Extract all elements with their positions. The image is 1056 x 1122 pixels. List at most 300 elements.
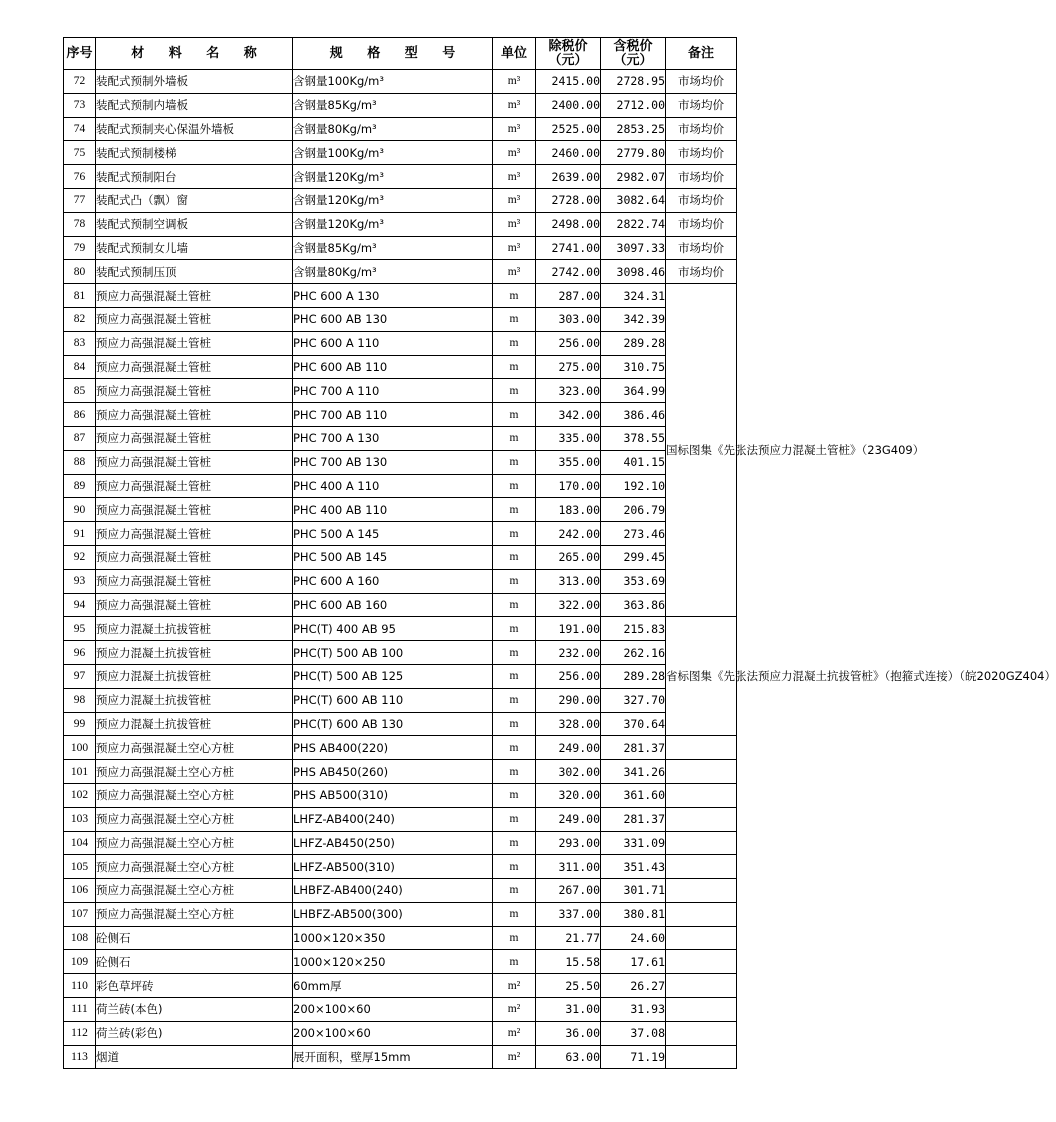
header-with-tax-line2: （元） (613, 52, 653, 68)
cell-note (666, 926, 737, 950)
cell-material-name: 预应力高强混凝土管桩 (96, 331, 293, 355)
cell-note (666, 1021, 737, 1045)
cell-unit: m³ (493, 165, 536, 189)
cell-spec: PHC(T) 500 AB 100 (293, 641, 493, 665)
cell-material-name: 砼侧石 (96, 950, 293, 974)
cell-unit: m (493, 664, 536, 688)
cell-with-tax-price: 281.37 (601, 807, 666, 831)
cell-material-name: 预应力混凝土抗拔管桩 (96, 712, 293, 736)
cell-pre-tax-price: 290.00 (536, 688, 601, 712)
cell-spec: 60mm厚 (293, 974, 493, 998)
cell-material-name: 预应力高强混凝土管桩 (96, 450, 293, 474)
cell-unit: m³ (493, 93, 536, 117)
cell-spec: PHC 600 AB 160 (293, 593, 493, 617)
cell-note: 市场均价 (666, 236, 737, 260)
cell-unit: m² (493, 998, 536, 1022)
cell-pre-tax-price: 183.00 (536, 498, 601, 522)
cell-pre-tax-price: 249.00 (536, 807, 601, 831)
cell-pre-tax-price: 328.00 (536, 712, 601, 736)
cell-pre-tax-price: 36.00 (536, 1021, 601, 1045)
cell-no: 77 (64, 188, 96, 212)
cell-material-name: 预应力高强混凝土空心方桩 (96, 879, 293, 903)
header-note: 备注 (666, 38, 737, 70)
group-note-provincial-pile: 省标图集《先张法预应力混凝土抗拔管桩》（抱箍式连接）（皖2020GZ404） (666, 617, 737, 736)
table-row (64, 379, 737, 403)
cell-material-name: 预应力高强混凝土空心方桩 (96, 831, 293, 855)
cell-no: 96 (64, 641, 96, 665)
table-row (64, 831, 737, 855)
cell-pre-tax-price: 342.00 (536, 403, 601, 427)
cell-note (666, 974, 737, 998)
cell-note: 市场均价 (666, 212, 737, 236)
cell-with-tax-price: 71.19 (601, 1045, 666, 1069)
cell-unit: m³ (493, 260, 536, 284)
cell-no: 106 (64, 879, 96, 903)
cell-note (666, 831, 737, 855)
table-row (64, 664, 737, 688)
cell-with-tax-price: 2822.74 (601, 212, 666, 236)
table-row (64, 855, 737, 879)
cell-unit: m (493, 450, 536, 474)
cell-no: 100 (64, 736, 96, 760)
cell-unit: m (493, 331, 536, 355)
cell-spec: PHC 500 AB 145 (293, 545, 493, 569)
cell-spec: 含钢量120Kg/m³ (293, 165, 493, 189)
cell-unit: m (493, 426, 536, 450)
cell-unit: m (493, 307, 536, 331)
cell-material-name: 预应力高强混凝土空心方桩 (96, 783, 293, 807)
cell-unit: m³ (493, 70, 536, 94)
cell-material-name: 预应力高强混凝土管桩 (96, 426, 293, 450)
table-row (64, 712, 737, 736)
cell-no: 108 (64, 926, 96, 950)
header-pre-tax-line2: （元） (548, 52, 588, 68)
cell-unit: m (493, 807, 536, 831)
table-row (64, 1021, 737, 1045)
cell-unit: m (493, 831, 536, 855)
cell-unit: m (493, 950, 536, 974)
cell-spec: PHC(T) 600 AB 130 (293, 712, 493, 736)
cell-no: 103 (64, 807, 96, 831)
table-row (64, 569, 737, 593)
header-with-tax-line1: 含税价 (613, 38, 653, 54)
table-row (64, 331, 737, 355)
table-row (64, 545, 737, 569)
cell-material-name: 预应力高强混凝土管桩 (96, 355, 293, 379)
cell-with-tax-price: 324.31 (601, 284, 666, 308)
table-row (64, 236, 737, 260)
table-header (64, 38, 737, 70)
table-row (64, 617, 737, 641)
table-row (64, 284, 737, 308)
table-row (64, 593, 737, 617)
table-row (64, 355, 737, 379)
cell-spec: 含钢量120Kg/m³ (293, 212, 493, 236)
table-row (64, 93, 737, 117)
cell-pre-tax-price: 2460.00 (536, 141, 601, 165)
cell-unit: m (493, 902, 536, 926)
table-row (64, 760, 737, 784)
cell-no: 113 (64, 1045, 96, 1069)
cell-unit: m (493, 355, 536, 379)
table-body (64, 70, 1056, 1069)
cell-spec: 含钢量85Kg/m³ (293, 93, 493, 117)
cell-pre-tax-price: 267.00 (536, 879, 601, 903)
cell-spec: LHFZ-AB500(310) (293, 855, 493, 879)
header-unit: 单位 (493, 38, 536, 70)
cell-no: 110 (64, 974, 96, 998)
cell-spec: 含钢量85Kg/m³ (293, 236, 493, 260)
table-row (64, 117, 737, 141)
table-row (64, 807, 737, 831)
cell-with-tax-price: 192.10 (601, 474, 666, 498)
cell-spec: PHC 500 A 145 (293, 522, 493, 546)
cell-spec: 含钢量80Kg/m³ (293, 117, 493, 141)
cell-spec: PHC 600 A 110 (293, 331, 493, 355)
table-row (64, 70, 737, 94)
cell-note: 市场均价 (666, 70, 737, 94)
cell-with-tax-price: 289.28 (601, 664, 666, 688)
cell-no: 72 (64, 70, 96, 94)
cell-no: 84 (64, 355, 96, 379)
cell-pre-tax-price: 320.00 (536, 783, 601, 807)
header-with-tax (601, 38, 666, 70)
cell-material-name: 装配式预制压顶 (96, 260, 293, 284)
cell-spec: 1000×120×250 (293, 950, 493, 974)
table-row (64, 641, 737, 665)
cell-with-tax-price: 361.60 (601, 783, 666, 807)
cell-no: 78 (64, 212, 96, 236)
header-pre-tax-line1: 除税价 (548, 38, 588, 54)
cell-note (666, 1045, 737, 1069)
cell-unit: m (493, 284, 536, 308)
table-row (64, 450, 737, 474)
cell-material-name: 装配式预制楼梯 (96, 141, 293, 165)
cell-pre-tax-price: 31.00 (536, 998, 601, 1022)
cell-with-tax-price: 273.46 (601, 522, 666, 546)
cell-with-tax-price: 2712.00 (601, 93, 666, 117)
cell-material-name: 装配式预制阳台 (96, 165, 293, 189)
cell-unit: m (493, 712, 536, 736)
cell-no: 104 (64, 831, 96, 855)
cell-no: 94 (64, 593, 96, 617)
table-row (64, 736, 737, 760)
cell-spec: 展开面积，壁厚15mm (293, 1045, 493, 1069)
cell-material-name: 预应力高强混凝土管桩 (96, 307, 293, 331)
cell-pre-tax-price: 303.00 (536, 307, 601, 331)
cell-spec: PHC(T) 400 AB 95 (293, 617, 493, 641)
cell-pre-tax-price: 293.00 (536, 831, 601, 855)
cell-unit: m³ (493, 236, 536, 260)
cell-spec: PHC 700 A 110 (293, 379, 493, 403)
cell-unit: m³ (493, 141, 536, 165)
cell-material-name: 彩色草坪砖 (96, 974, 293, 998)
cell-pre-tax-price: 2400.00 (536, 93, 601, 117)
cell-spec: LHFZ-AB450(250) (293, 831, 493, 855)
table-row (64, 426, 737, 450)
cell-pre-tax-price: 335.00 (536, 426, 601, 450)
cell-with-tax-price: 341.26 (601, 760, 666, 784)
cell-material-name: 预应力混凝土抗拔管桩 (96, 688, 293, 712)
cell-unit: m (493, 879, 536, 903)
cell-note: 市场均价 (666, 141, 737, 165)
cell-no: 81 (64, 284, 96, 308)
cell-spec: PHS AB450(260) (293, 760, 493, 784)
cell-unit: m (493, 926, 536, 950)
cell-pre-tax-price: 242.00 (536, 522, 601, 546)
cell-with-tax-price: 2779.80 (601, 141, 666, 165)
cell-with-tax-price: 37.08 (601, 1021, 666, 1045)
cell-pre-tax-price: 287.00 (536, 284, 601, 308)
cell-spec: LHFZ-AB400(240) (293, 807, 493, 831)
cell-with-tax-price: 299.45 (601, 545, 666, 569)
cell-no: 79 (64, 236, 96, 260)
cell-spec: 200×100×60 (293, 1021, 493, 1045)
cell-pre-tax-price: 2728.00 (536, 188, 601, 212)
cell-spec: PHC 400 AB 110 (293, 498, 493, 522)
cell-no: 74 (64, 117, 96, 141)
cell-no: 111 (64, 998, 96, 1022)
cell-no: 107 (64, 902, 96, 926)
cell-pre-tax-price: 15.58 (536, 950, 601, 974)
cell-material-name: 预应力高强混凝土空心方桩 (96, 736, 293, 760)
cell-no: 95 (64, 617, 96, 641)
cell-no: 112 (64, 1021, 96, 1045)
cell-pre-tax-price: 256.00 (536, 331, 601, 355)
cell-with-tax-price: 2853.25 (601, 117, 666, 141)
cell-pre-tax-price: 337.00 (536, 902, 601, 926)
cell-note (666, 855, 737, 879)
price-table (63, 37, 1056, 1069)
cell-with-tax-price: 3097.33 (601, 236, 666, 260)
cell-with-tax-price: 363.86 (601, 593, 666, 617)
cell-with-tax-price: 2728.95 (601, 70, 666, 94)
cell-no: 87 (64, 426, 96, 450)
cell-unit: m² (493, 1045, 536, 1069)
cell-spec: PHC 700 AB 130 (293, 450, 493, 474)
cell-pre-tax-price: 2498.00 (536, 212, 601, 236)
header-spec: 规 格 型 号 (293, 38, 493, 70)
cell-with-tax-price: 24.60 (601, 926, 666, 950)
cell-unit: m (493, 379, 536, 403)
cell-pre-tax-price: 2525.00 (536, 117, 601, 141)
cell-with-tax-price: 380.81 (601, 902, 666, 926)
cell-material-name: 装配式预制外墙板 (96, 70, 293, 94)
cell-pre-tax-price: 265.00 (536, 545, 601, 569)
cell-material-name: 预应力高强混凝土管桩 (96, 522, 293, 546)
cell-material-name: 预应力高强混凝土管桩 (96, 474, 293, 498)
cell-with-tax-price: 17.61 (601, 950, 666, 974)
cell-with-tax-price: 327.70 (601, 688, 666, 712)
cell-material-name: 荷兰砖(彩色) (96, 1021, 293, 1045)
cell-spec: PHC 600 A 130 (293, 284, 493, 308)
cell-spec: PHC(T) 500 AB 125 (293, 664, 493, 688)
cell-with-tax-price: 342.39 (601, 307, 666, 331)
cell-pre-tax-price: 311.00 (536, 855, 601, 879)
table-row (64, 783, 737, 807)
cell-spec: PHC 700 AB 110 (293, 403, 493, 427)
cell-unit: m² (493, 1021, 536, 1045)
cell-with-tax-price: 351.43 (601, 855, 666, 879)
cell-material-name: 预应力混凝土抗拔管桩 (96, 641, 293, 665)
table-row (64, 188, 737, 212)
table-row (64, 974, 737, 998)
cell-no: 97 (64, 664, 96, 688)
cell-material-name: 预应力高强混凝土管桩 (96, 284, 293, 308)
table-row (64, 522, 737, 546)
cell-note (666, 950, 737, 974)
cell-unit: m (493, 855, 536, 879)
cell-with-tax-price: 3082.64 (601, 188, 666, 212)
cell-pre-tax-price: 322.00 (536, 593, 601, 617)
table-row (64, 998, 737, 1022)
cell-with-tax-price: 206.79 (601, 498, 666, 522)
cell-note: 市场均价 (666, 260, 737, 284)
cell-spec: PHC 700 A 130 (293, 426, 493, 450)
cell-pre-tax-price: 355.00 (536, 450, 601, 474)
cell-pre-tax-price: 2415.00 (536, 70, 601, 94)
cell-with-tax-price: 26.27 (601, 974, 666, 998)
cell-spec: 含钢量100Kg/m³ (293, 70, 493, 94)
cell-material-name: 预应力高强混凝土空心方桩 (96, 760, 293, 784)
cell-no: 76 (64, 165, 96, 189)
cell-with-tax-price: 262.16 (601, 641, 666, 665)
cell-unit: m³ (493, 117, 536, 141)
cell-pre-tax-price: 25.50 (536, 974, 601, 998)
cell-pre-tax-price: 275.00 (536, 355, 601, 379)
header-pre-tax (536, 38, 601, 70)
cell-no: 105 (64, 855, 96, 879)
cell-with-tax-price: 331.09 (601, 831, 666, 855)
table-row (64, 688, 737, 712)
cell-pre-tax-price: 63.00 (536, 1045, 601, 1069)
cell-material-name: 预应力高强混凝土管桩 (96, 498, 293, 522)
cell-unit: m (493, 569, 536, 593)
cell-material-name: 预应力混凝土抗拔管桩 (96, 617, 293, 641)
cell-pre-tax-price: 2741.00 (536, 236, 601, 260)
cell-no: 75 (64, 141, 96, 165)
cell-with-tax-price: 31.93 (601, 998, 666, 1022)
cell-with-tax-price: 353.69 (601, 569, 666, 593)
cell-pre-tax-price: 232.00 (536, 641, 601, 665)
header-name: 材 料 名 称 (96, 38, 293, 70)
cell-with-tax-price: 215.83 (601, 617, 666, 641)
cell-no: 102 (64, 783, 96, 807)
cell-pre-tax-price: 256.00 (536, 664, 601, 688)
cell-no: 98 (64, 688, 96, 712)
cell-note (666, 807, 737, 831)
table-row (64, 498, 737, 522)
table-row (64, 212, 737, 236)
cell-note: 市场均价 (666, 93, 737, 117)
table-row (64, 141, 737, 165)
cell-no: 82 (64, 307, 96, 331)
cell-pre-tax-price: 170.00 (536, 474, 601, 498)
cell-material-name: 预应力高强混凝土管桩 (96, 593, 293, 617)
cell-unit: m (493, 474, 536, 498)
cell-spec: LHBFZ-AB400(240) (293, 879, 493, 903)
cell-pre-tax-price: 323.00 (536, 379, 601, 403)
cell-with-tax-price: 301.71 (601, 879, 666, 903)
cell-no: 83 (64, 331, 96, 355)
cell-with-tax-price: 401.15 (601, 450, 666, 474)
table-row (64, 950, 737, 974)
cell-note (666, 998, 737, 1022)
cell-material-name: 预应力高强混凝土管桩 (96, 569, 293, 593)
cell-no: 80 (64, 260, 96, 284)
cell-spec: PHS AB400(220) (293, 736, 493, 760)
cell-unit: m (493, 522, 536, 546)
cell-note (666, 783, 737, 807)
cell-unit: m (493, 403, 536, 427)
table-row (64, 1045, 737, 1069)
cell-with-tax-price: 3098.46 (601, 260, 666, 284)
cell-no: 86 (64, 403, 96, 427)
cell-no: 109 (64, 950, 96, 974)
cell-material-name: 预应力高强混凝土空心方桩 (96, 902, 293, 926)
cell-material-name: 装配式凸（飘）窗 (96, 188, 293, 212)
cell-unit: m³ (493, 212, 536, 236)
table-row (64, 307, 737, 331)
table-row (64, 403, 737, 427)
table-row (64, 165, 737, 189)
cell-pre-tax-price: 21.77 (536, 926, 601, 950)
cell-pre-tax-price: 2639.00 (536, 165, 601, 189)
cell-no: 92 (64, 545, 96, 569)
cell-with-tax-price: 364.99 (601, 379, 666, 403)
cell-material-name: 预应力高强混凝土管桩 (96, 403, 293, 427)
cell-material-name: 预应力高强混凝土管桩 (96, 379, 293, 403)
cell-spec: 1000×120×350 (293, 926, 493, 950)
cell-no: 90 (64, 498, 96, 522)
cell-unit: m³ (493, 188, 536, 212)
cell-spec: PHC 600 AB 110 (293, 355, 493, 379)
cell-material-name: 装配式预制女儿墙 (96, 236, 293, 260)
cell-material-name: 预应力高强混凝土空心方桩 (96, 855, 293, 879)
cell-pre-tax-price: 302.00 (536, 760, 601, 784)
cell-unit: m (493, 617, 536, 641)
cell-material-name: 烟道 (96, 1045, 293, 1069)
cell-unit: m (493, 545, 536, 569)
cell-with-tax-price: 281.37 (601, 736, 666, 760)
cell-with-tax-price: 289.28 (601, 331, 666, 355)
cell-spec: PHC(T) 600 AB 110 (293, 688, 493, 712)
cell-note (666, 760, 737, 784)
cell-unit: m (493, 593, 536, 617)
cell-pre-tax-price: 249.00 (536, 736, 601, 760)
cell-no: 85 (64, 379, 96, 403)
cell-spec: PHC 600 AB 130 (293, 307, 493, 331)
cell-spec: PHC 600 A 160 (293, 569, 493, 593)
cell-with-tax-price: 370.64 (601, 712, 666, 736)
cell-with-tax-price: 2982.07 (601, 165, 666, 189)
cell-spec: PHC 400 A 110 (293, 474, 493, 498)
cell-pre-tax-price: 191.00 (536, 617, 601, 641)
cell-spec: 含钢量120Kg/m³ (293, 188, 493, 212)
cell-material-name: 砼侧石 (96, 926, 293, 950)
cell-unit: m² (493, 974, 536, 998)
cell-no: 93 (64, 569, 96, 593)
cell-with-tax-price: 310.75 (601, 355, 666, 379)
cell-spec: 含钢量80Kg/m³ (293, 260, 493, 284)
cell-pre-tax-price: 2742.00 (536, 260, 601, 284)
table-row (64, 926, 737, 950)
header-no: 序号 (64, 38, 96, 70)
cell-unit: m (493, 498, 536, 522)
cell-note (666, 736, 737, 760)
cell-note: 市场均价 (666, 188, 737, 212)
cell-spec: 200×100×60 (293, 998, 493, 1022)
